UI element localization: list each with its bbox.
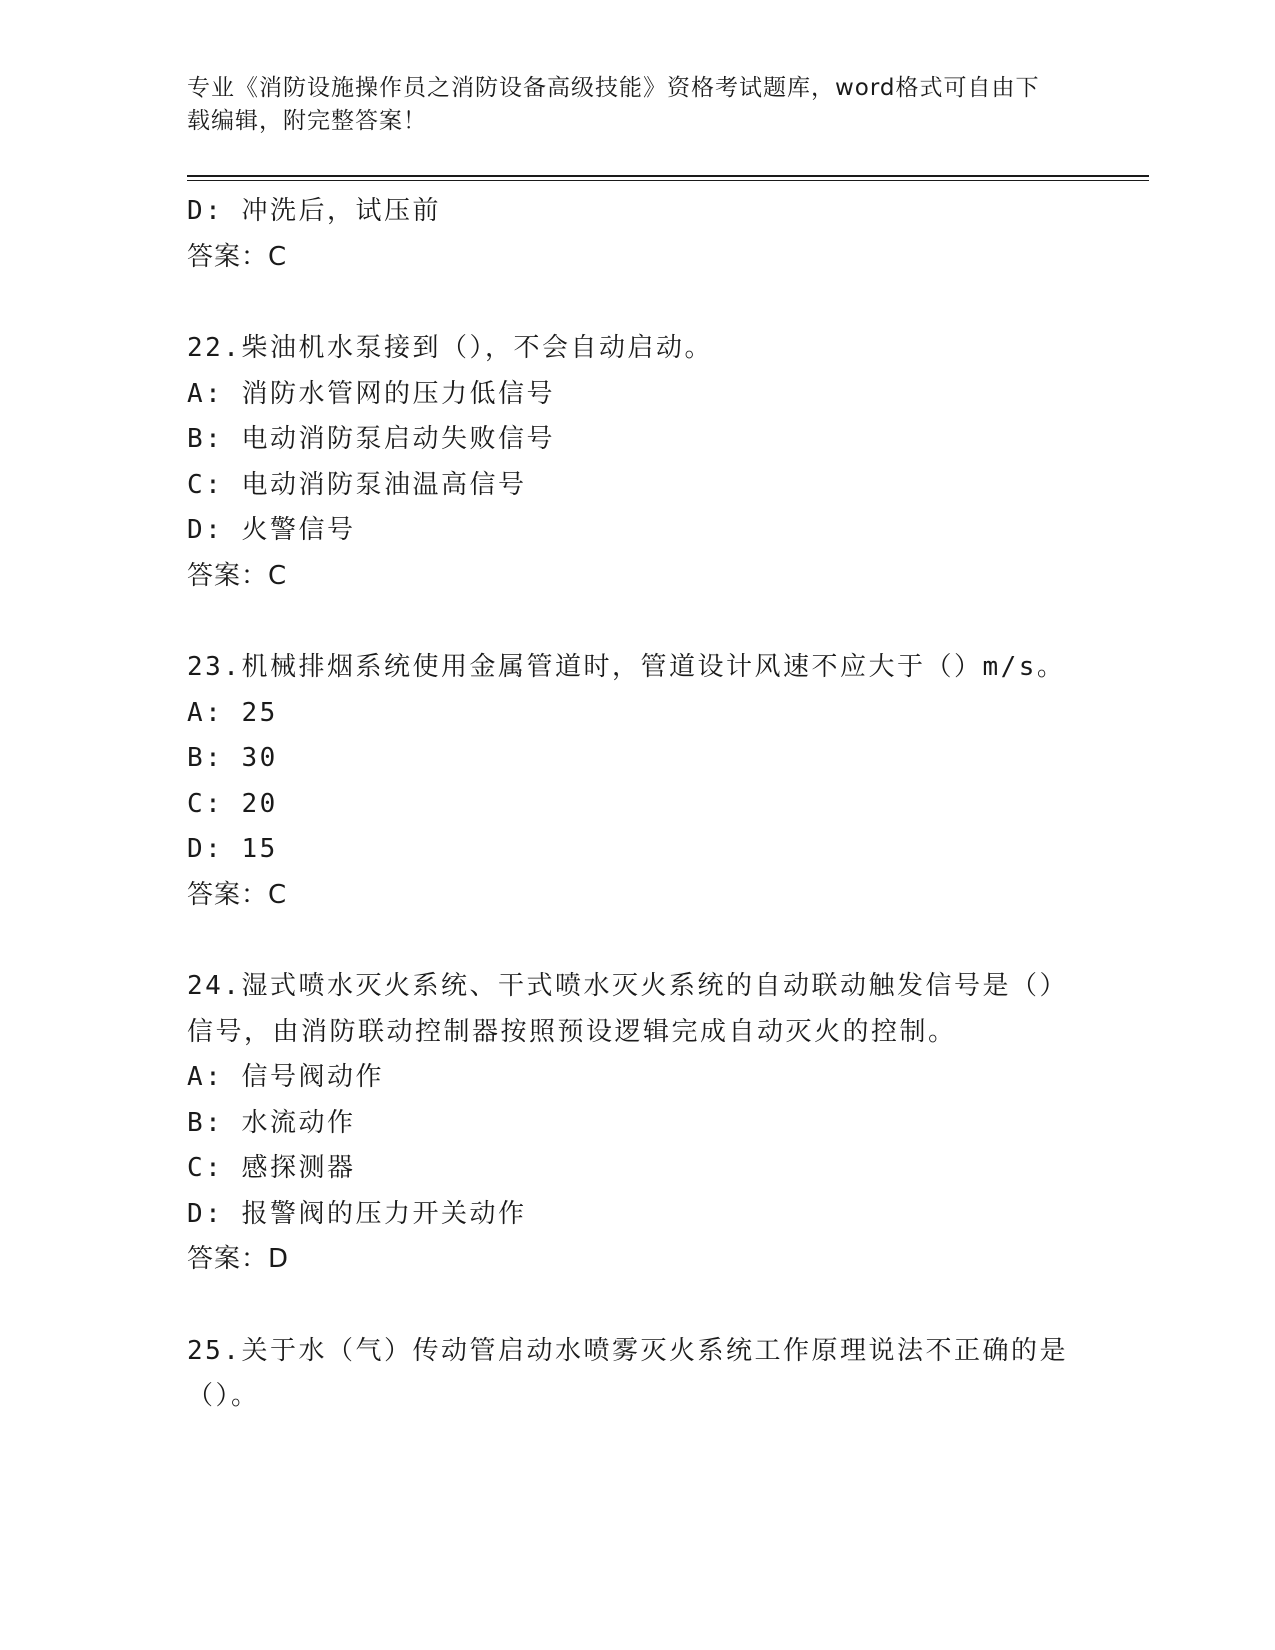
q23-option-d: D: 15 (187, 834, 278, 864)
q24-stem-line-1: 24.湿式喷水灭火系统、干式喷水灭火系统的自动联动触发信号是（） (187, 971, 1068, 1001)
document-header (187, 72, 1087, 138)
q24-option-b: B: 水流动作 (187, 1107, 356, 1138)
q24-answer: 答案：D (187, 1244, 290, 1274)
header-line-1: 专业《消防设施操作员之消防设备高级技能》资格考试题库，word格式可自由下 (187, 75, 1040, 101)
q23-option-a: A: 25 (187, 697, 278, 728)
q24-option-c: C: 感探测器 (187, 1153, 356, 1183)
header-divider-thick (187, 175, 1149, 177)
prev-option-d: D: 冲洗后，试压前 (187, 196, 441, 226)
q25-stem-line-2: （）。 (187, 1381, 260, 1411)
spacer (187, 918, 1067, 964)
q22-option-c: C: 电动消防泵油温高信号 (187, 469, 527, 500)
q23-option-b: B: 30 (187, 743, 278, 773)
q24-option-a: A: 信号阀动作 (187, 1062, 384, 1092)
spacer (187, 280, 1067, 326)
header-divider-thin (187, 180, 1149, 181)
q24-stem-line-2: 信号，由消防联动控制器按照预设逻辑完成自动灭火的控制。 (187, 1016, 957, 1047)
question-content (187, 189, 1067, 1420)
q22-stem: 22.柴油机水泵接到（），不会自动启动。 (187, 333, 713, 363)
spacer (187, 1283, 1067, 1329)
q22-option-a: A: 消防水管网的压力低信号 (187, 378, 555, 409)
prev-answer: 答案：C (187, 241, 288, 272)
q23-option-c: C: 20 (187, 788, 278, 819)
q25-stem-line-1: 25.关于水（气）传动管启动水喷雾灭火系统工作原理说法不正确的是 (187, 1335, 1068, 1366)
q22-option-b: B: 电动消防泵启动失败信号 (187, 424, 555, 454)
q22-option-d: D: 火警信号 (187, 515, 356, 545)
q24-option-d: D: 报警阀的压力开关动作 (187, 1198, 527, 1229)
spacer (187, 599, 1067, 645)
q22-answer: 答案：C (187, 560, 288, 591)
q23-stem: 23.机械排烟系统使用金属管道时，管道设计风速不应大于（）m/s。 (187, 652, 1066, 682)
header-line-2: 载编辑，附完整答案！ (187, 108, 427, 134)
q23-answer: 答案：C (187, 879, 288, 910)
